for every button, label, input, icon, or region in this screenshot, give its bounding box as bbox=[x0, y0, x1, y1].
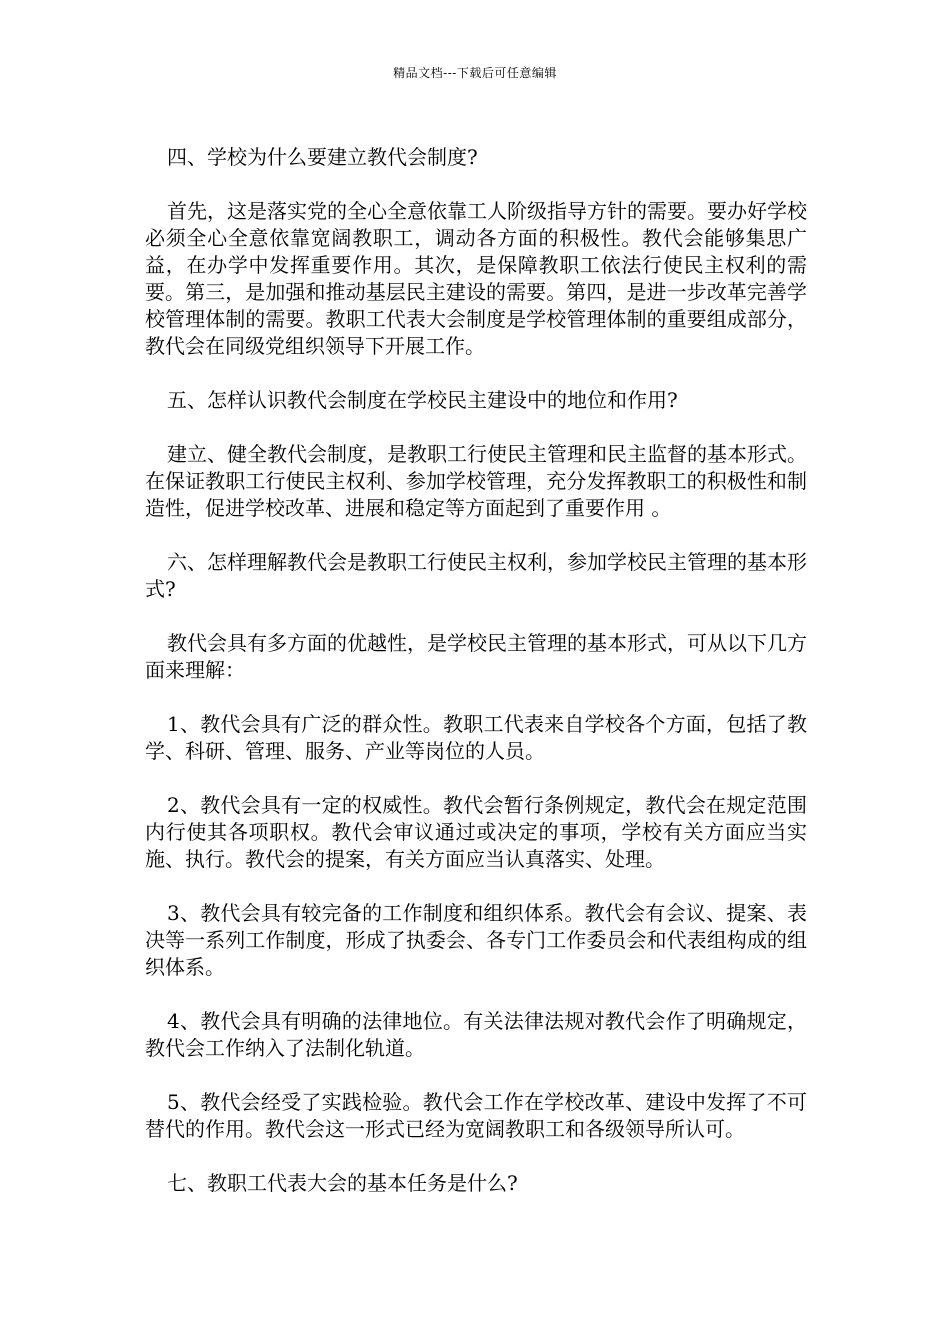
list-item: 2、教代会具有一定的权威性。教代会暂行条例规定，教代会在规定范围内行使其各项职权。教代会审议通过或决定的事项，学校有关方面应当实施、执行。教代会的提案，有关方面应当认真落实、处理。 bbox=[145, 793, 807, 871]
section-heading-7: 七、教职工代表大会的基本任务是什么? bbox=[167, 1171, 518, 1195]
list-item: 5、教代会经受了实践检验。教代会工作在学校改革、建设中发挥了不可替代的作用。教代会这一形式已经为宽阔教职工和各级领导所认可。 bbox=[145, 1090, 807, 1141]
list-item: 4、教代会具有明确的法律地位。有关法律法规对教代会作了明确规定，教代会工作纳入了法制化轨道。 bbox=[145, 1009, 807, 1060]
paragraph: 建立、健全教代会制度，是教职工行使民主管理和民主监督的基本形式。在保证教职工行使民主权利、参加学校管理，充分发挥教职工的积极性和制造性，促进学校改革、进展和稳定等方面起到了重要作用 。 bbox=[145, 442, 807, 520]
list-item: 1、教代会具有广泛的群众性。教职工代表来自学校各个方面，包括了教学、科研、管理、服务、产业等岗位的人员。 bbox=[145, 712, 807, 763]
document-body bbox=[145, 144, 807, 1197]
list-item: 3、教代会具有较完备的工作制度和组织体系。教代会有会议、提案、表决等一系列工作制度，形成了执委会、各专门工作委员会和代表组构成的组织体系。 bbox=[145, 901, 807, 979]
section-heading-5: 五、怎样认识教代会制度在学校民主建设中的地位和作用? bbox=[167, 388, 678, 412]
paragraph: 教代会具有多方面的优越性，是学校民主管理的基本形式，可从以下几方面来理解： bbox=[145, 631, 807, 682]
section-heading-6: 六、怎样理解教代会是教职工行使民主权利，参加学校民主管理的基本形式? bbox=[145, 550, 807, 601]
paragraph: 首先，这是落实党的全心全意依靠工人阶级指导方针的需要。要办好学校必须全心全意依靠宽阔教职工，调动各方面的积极性。教代会能够集思广益，在办学中发挥重要作用。其次，是保障教职工依法行使民主权利的需要。第三，是加强和推动基层民主建设的需要。第四，是进一步改革完善学校管理体制的需要。教职工代表大会制度是学校管理体制的重要组成部分，教代会在同级党组织领导下开展工作。 bbox=[145, 199, 807, 358]
page-header: 精品文档---下载后可任意编辑 bbox=[393, 66, 557, 80]
section-heading-4: 四、学校为什么要建立教代会制度? bbox=[167, 145, 478, 169]
